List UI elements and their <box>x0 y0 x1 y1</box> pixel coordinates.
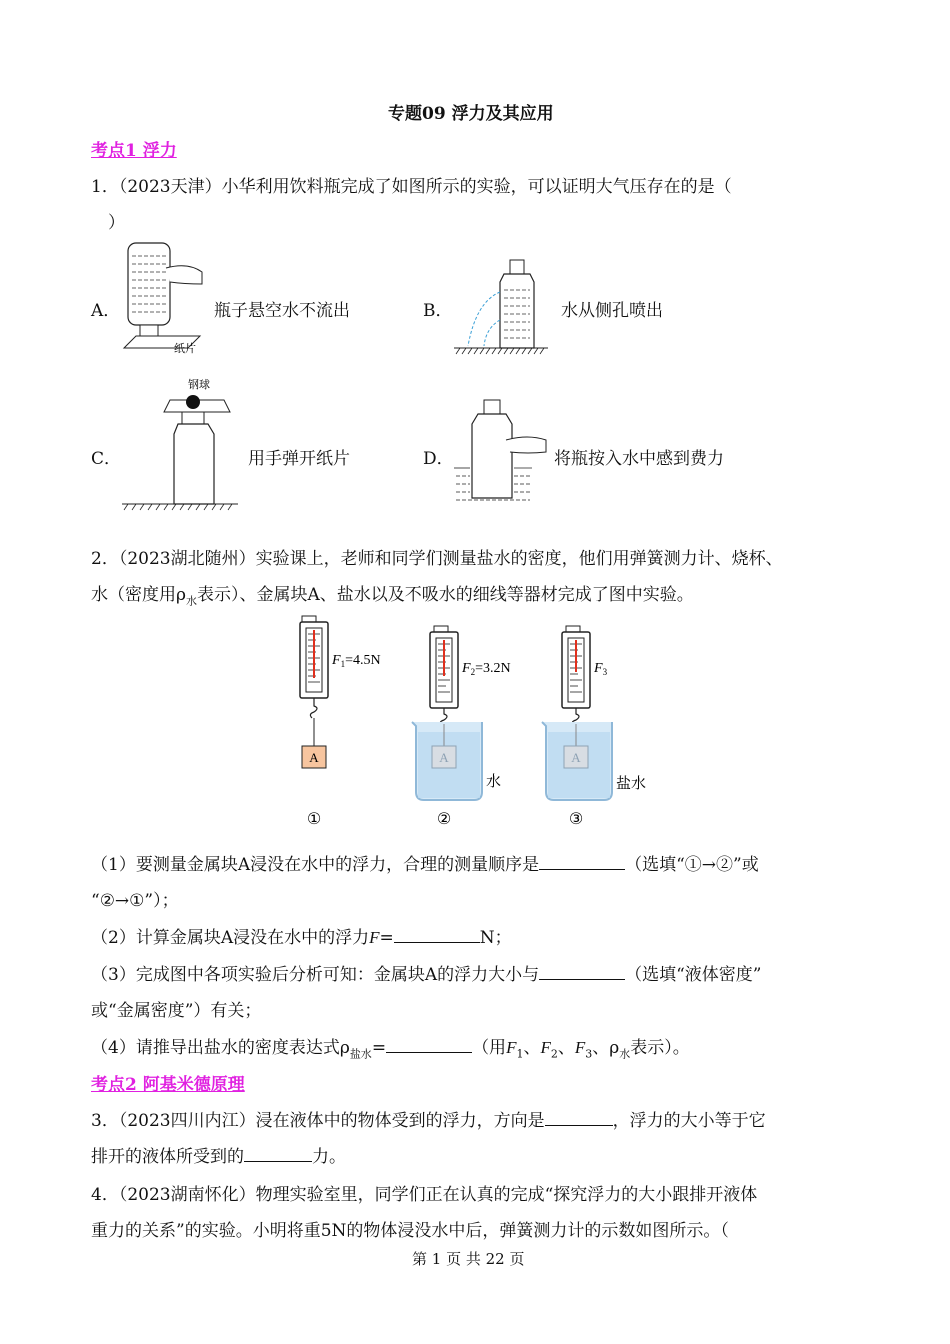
q2-fig-f2-sub: 2 <box>470 667 476 677</box>
q2-stem-line2-a: 水（密度用ρ <box>91 585 186 605</box>
q2-part4-f1-sub: 1 <box>516 1047 524 1061</box>
q1-option-a-figure <box>118 238 208 358</box>
svg-text:F2=3.2N <box>461 661 511 677</box>
q2-fig-f3-sub: 3 <box>602 667 608 677</box>
q3-line1-b: ，浮力的大小等于它 <box>612 1111 766 1131</box>
q1-option-a-letter: A． <box>91 301 121 321</box>
q3-line2-a: 排开的液体所受到的 <box>91 1147 244 1167</box>
q2-part4-sep2: 、 <box>557 1038 575 1058</box>
q2-fig-n3: ③ <box>568 809 584 828</box>
q1-stem-line1: 1．（2023天津）小华利用饮料瓶完成了如图所示的实验，可以证明大气压存在的是（ <box>91 177 732 197</box>
q2-part4-rho-sub: 水 <box>619 1047 631 1061</box>
q2-part1-line2: “②→①”）； <box>91 891 179 911</box>
q2-part4-sub: 盐水 <box>349 1047 372 1061</box>
q2-fig-f2-val: =3.2N <box>475 661 511 676</box>
q2-part4-sep1: 、 <box>523 1038 541 1058</box>
scale-2 <box>412 626 511 828</box>
q2-part4-rho: 、ρ <box>592 1038 620 1058</box>
q2-part1-line1 <box>91 850 759 875</box>
q2-fig-block-3: A <box>571 750 581 765</box>
q2-part1-b: （选填“①→②”或 <box>625 855 759 875</box>
q3-line2 <box>91 1142 346 1167</box>
q3-blank-2[interactable] <box>244 1147 312 1162</box>
q2-fig-n1: ① <box>306 809 322 828</box>
scale-3 <box>542 626 646 828</box>
q1-option-c-letter: C． <box>91 449 122 469</box>
q2-part2 <box>91 923 512 948</box>
q2-fig-block-1: A <box>309 750 319 765</box>
q2-part4-a: （4）请推导出盐水的密度表达式ρ <box>91 1038 350 1058</box>
q2-part3-blank[interactable] <box>539 965 625 980</box>
q3-line2-b: 力。 <box>312 1147 346 1167</box>
q2-part2-a: （2）计算金属块A浸没在水中的浮力 <box>91 928 370 948</box>
q3-blank-1[interactable] <box>545 1111 613 1126</box>
q2-part3-a: （3）完成图中各项实验后分析可知：金属块A的浮力大小与 <box>91 965 540 985</box>
q1-option-b-text: 水从侧孔喷出 <box>561 301 663 321</box>
q2-fig-f2-var: F <box>462 661 471 676</box>
q2-part1-blank[interactable] <box>539 855 625 870</box>
q2-part1-a: （1）要测量金属块A浸没在水中的浮力，合理的测量顺序是 <box>91 855 540 875</box>
q2-part3-b: （选填“液体密度” <box>625 965 762 985</box>
svg-text:F1=4.5N <box>331 653 381 669</box>
q2-fig-f3-var: F <box>594 661 603 676</box>
q2-figure <box>290 614 670 834</box>
q3-line1 <box>91 1106 766 1131</box>
q2-part3-line1 <box>91 960 761 985</box>
svg-text:F3 <box>593 661 608 677</box>
q2-part4-f3-sub: 3 <box>585 1047 593 1061</box>
q2-fig-brine: 盐水 <box>616 774 647 792</box>
q2-stem-line2 <box>91 580 694 608</box>
scale-1 <box>300 616 381 828</box>
q2-part4 <box>91 1033 690 1061</box>
q2-stem-line1: 2．（2023湖北随州）实验课上，老师和同学们测量盐水的密度，他们用弹簧测力计、烧杯、 <box>91 549 783 569</box>
section-heading-kp1: 考点1 浮力 <box>91 141 177 161</box>
q2-part4-d: 表示）。 <box>630 1038 690 1058</box>
q2-part2-c: N； <box>479 928 512 948</box>
page-footer: 第 1 页 共 22 页 <box>412 1250 525 1268</box>
q4-line2: 重力的关系”的实验。小明将重5N的物体浸没水中后，弹簧测力计的示数如图所示。（ <box>91 1221 729 1241</box>
q2-fig-water: 水 <box>486 772 502 790</box>
q2-part2-var: F <box>369 928 380 947</box>
q2-stem-line2-sub: 水 <box>186 594 197 608</box>
q2-fig-f1-sub: 1 <box>340 659 346 669</box>
q2-part4-f1: F <box>506 1038 517 1057</box>
q1-option-d-text: 将瓶按入水中感到费力 <box>554 449 724 469</box>
q2-part4-c: （用 <box>472 1038 507 1058</box>
q2-part4-b: = <box>371 1038 387 1058</box>
q2-part4-blank[interactable] <box>386 1038 472 1053</box>
q1-option-b-figure <box>454 258 554 354</box>
q1-option-b-letter: B． <box>423 301 453 321</box>
q2-part2-b: = <box>379 928 394 948</box>
q1-option-a-fig-label: 纸片 <box>174 342 196 355</box>
q2-fig-f1-val: =4.5N <box>345 653 381 668</box>
q2-part4-f2: F <box>540 1038 551 1057</box>
q2-fig-f1-var: F <box>332 653 341 668</box>
section-heading-kp2: 考点2 阿基米德原理 <box>91 1075 245 1095</box>
q2-part4-f3: F <box>574 1038 586 1057</box>
q1-option-c-figure <box>122 378 242 514</box>
page-title: 专题09 浮力及其应用 <box>388 104 554 124</box>
q1-option-d-figure <box>454 396 554 506</box>
q1-option-a-text: 瓶子悬空水不流出 <box>214 301 350 321</box>
q2-fig-n2: ② <box>436 809 452 828</box>
q2-part2-blank[interactable] <box>394 928 480 943</box>
q3-line1-a: 3．（2023四川内江）浸在液体中的物体受到的浮力，方向是 <box>91 1111 545 1131</box>
q1-option-d-letter: D． <box>423 449 454 469</box>
q2-part3-line2: 或“金属密度”）有关； <box>91 1001 262 1021</box>
q4-line1: 4．（2023湖南怀化）物理实验室里，同学们正在认真的完成“探究浮力的大小跟排开液体 <box>91 1185 758 1205</box>
q2-part4-f2-sub: 2 <box>550 1047 558 1061</box>
q2-fig-block-2: A <box>439 750 449 765</box>
q1-option-c-text: 用手弹开纸片 <box>248 449 350 469</box>
q2-stem-line2-b: 表示）、金属块A、盐水以及不吸水的细线等器材完成了图中实验。 <box>197 585 694 605</box>
q1-stem-line2: ） <box>108 213 125 233</box>
q1-option-c-fig-label: 钢球 <box>188 378 210 391</box>
